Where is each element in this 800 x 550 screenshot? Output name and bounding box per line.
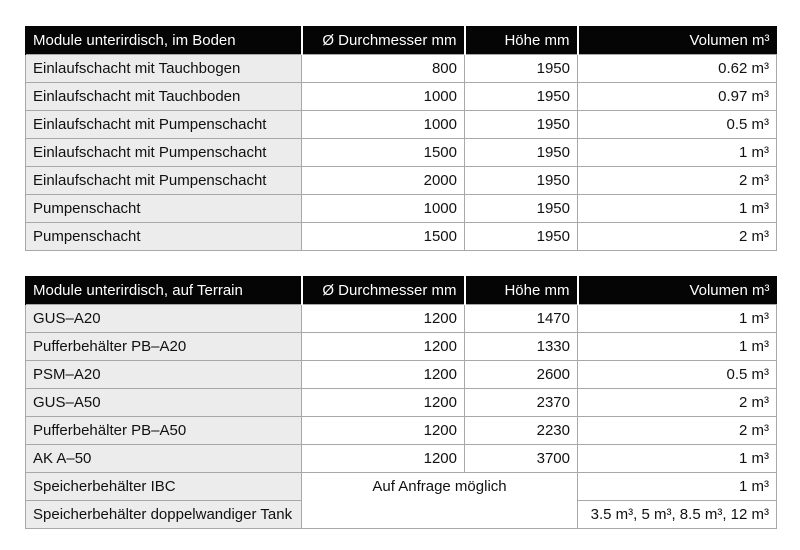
header-diameter: Ø Durchmesser mm bbox=[302, 276, 465, 305]
table-row bbox=[26, 139, 777, 167]
table-row bbox=[26, 223, 777, 251]
diameter-value: 1200 bbox=[302, 333, 465, 361]
diameter-value: 1200 bbox=[302, 305, 465, 333]
table-row bbox=[26, 417, 777, 445]
volume-value: 1 m³ bbox=[578, 445, 777, 473]
volume-value: 0.5 m³ bbox=[578, 111, 777, 139]
module-name: Einlaufschacht mit Tauchbogen bbox=[26, 55, 302, 83]
height-value: 1950 bbox=[465, 167, 578, 195]
height-value: 2230 bbox=[465, 417, 578, 445]
module-name: PSM–A20 bbox=[26, 361, 302, 389]
diameter-value: 1200 bbox=[302, 445, 465, 473]
module-name: Pufferbehälter PB–A20 bbox=[26, 333, 302, 361]
module-name: Einlaufschacht mit Pumpenschacht bbox=[26, 139, 302, 167]
module-name: Speicherbehälter IBC bbox=[26, 473, 302, 501]
volume-value: 0.97 m³ bbox=[578, 83, 777, 111]
height-value: 1950 bbox=[465, 139, 578, 167]
diameter-value: 1000 bbox=[302, 83, 465, 111]
modules-in-ground-table bbox=[25, 26, 777, 251]
table-row bbox=[26, 167, 777, 195]
header-volume: Volumen m³ bbox=[578, 26, 777, 55]
diameter-value: 2000 bbox=[302, 167, 465, 195]
height-value: 1950 bbox=[465, 55, 578, 83]
table-row bbox=[26, 195, 777, 223]
table-row bbox=[26, 55, 777, 83]
volume-value: 2 m³ bbox=[578, 389, 777, 417]
volume-value: 1 m³ bbox=[578, 473, 777, 501]
diameter-value: 1200 bbox=[302, 417, 465, 445]
height-value: 1950 bbox=[465, 111, 578, 139]
header-height: Höhe mm bbox=[465, 26, 578, 55]
height-value: 3700 bbox=[465, 445, 578, 473]
diameter-value: 800 bbox=[302, 55, 465, 83]
diameter-value: 1000 bbox=[302, 111, 465, 139]
volume-value: 2 m³ bbox=[578, 417, 777, 445]
table-row bbox=[26, 83, 777, 111]
height-value: 2600 bbox=[465, 361, 578, 389]
volume-value: 2 m³ bbox=[578, 167, 777, 195]
table-row bbox=[26, 333, 777, 361]
volume-value: 0.5 m³ bbox=[578, 361, 777, 389]
module-name: GUS–A20 bbox=[26, 305, 302, 333]
module-name: Pumpenschacht bbox=[26, 195, 302, 223]
volume-value: 2 m³ bbox=[578, 223, 777, 251]
height-value: 1950 bbox=[465, 83, 578, 111]
module-name: Pufferbehälter PB–A50 bbox=[26, 417, 302, 445]
module-name: GUS–A50 bbox=[26, 389, 302, 417]
module-name: Pumpenschacht bbox=[26, 223, 302, 251]
height-value: 1950 bbox=[465, 195, 578, 223]
header-diameter: Ø Durchmesser mm bbox=[302, 26, 465, 55]
module-name: AK A–50 bbox=[26, 445, 302, 473]
volume-value: 0.62 m³ bbox=[578, 55, 777, 83]
table-row bbox=[26, 445, 777, 473]
table-row bbox=[26, 361, 777, 389]
volume-value: 1 m³ bbox=[578, 195, 777, 223]
header-module: Module unterirdisch, im Boden bbox=[26, 26, 302, 55]
volume-value: 1 m³ bbox=[578, 305, 777, 333]
height-value: 1470 bbox=[465, 305, 578, 333]
height-value: 2370 bbox=[465, 389, 578, 417]
table-row bbox=[26, 473, 777, 501]
height-value: 1950 bbox=[465, 223, 578, 251]
height-value: 1330 bbox=[465, 333, 578, 361]
modules-on-terrain-table bbox=[25, 276, 777, 529]
module-name: Einlaufschacht mit Pumpenschacht bbox=[26, 167, 302, 195]
table-row bbox=[26, 305, 777, 333]
module-name: Einlaufschacht mit Pumpenschacht bbox=[26, 111, 302, 139]
header-volume: Volumen m³ bbox=[578, 276, 777, 305]
diameter-value: 1200 bbox=[302, 389, 465, 417]
volume-value: 3.5 m³, 5 m³, 8.5 m³, 12 m³ bbox=[578, 501, 777, 529]
diameter-value: 1200 bbox=[302, 361, 465, 389]
header-module: Module unterirdisch, auf Terrain bbox=[26, 276, 302, 305]
diameter-value: 1500 bbox=[302, 223, 465, 251]
table-row bbox=[26, 389, 777, 417]
module-name: Einlaufschacht mit Tauchboden bbox=[26, 83, 302, 111]
table-header-row bbox=[26, 26, 777, 55]
table-header-row bbox=[26, 276, 777, 305]
on-request-note: Auf Anfrage möglich bbox=[302, 473, 578, 529]
table-row bbox=[26, 111, 777, 139]
module-name: Speicherbehälter doppelwandiger Tank bbox=[26, 501, 302, 529]
header-height: Höhe mm bbox=[465, 276, 578, 305]
diameter-value: 1500 bbox=[302, 139, 465, 167]
volume-value: 1 m³ bbox=[578, 333, 777, 361]
diameter-value: 1000 bbox=[302, 195, 465, 223]
volume-value: 1 m³ bbox=[578, 139, 777, 167]
